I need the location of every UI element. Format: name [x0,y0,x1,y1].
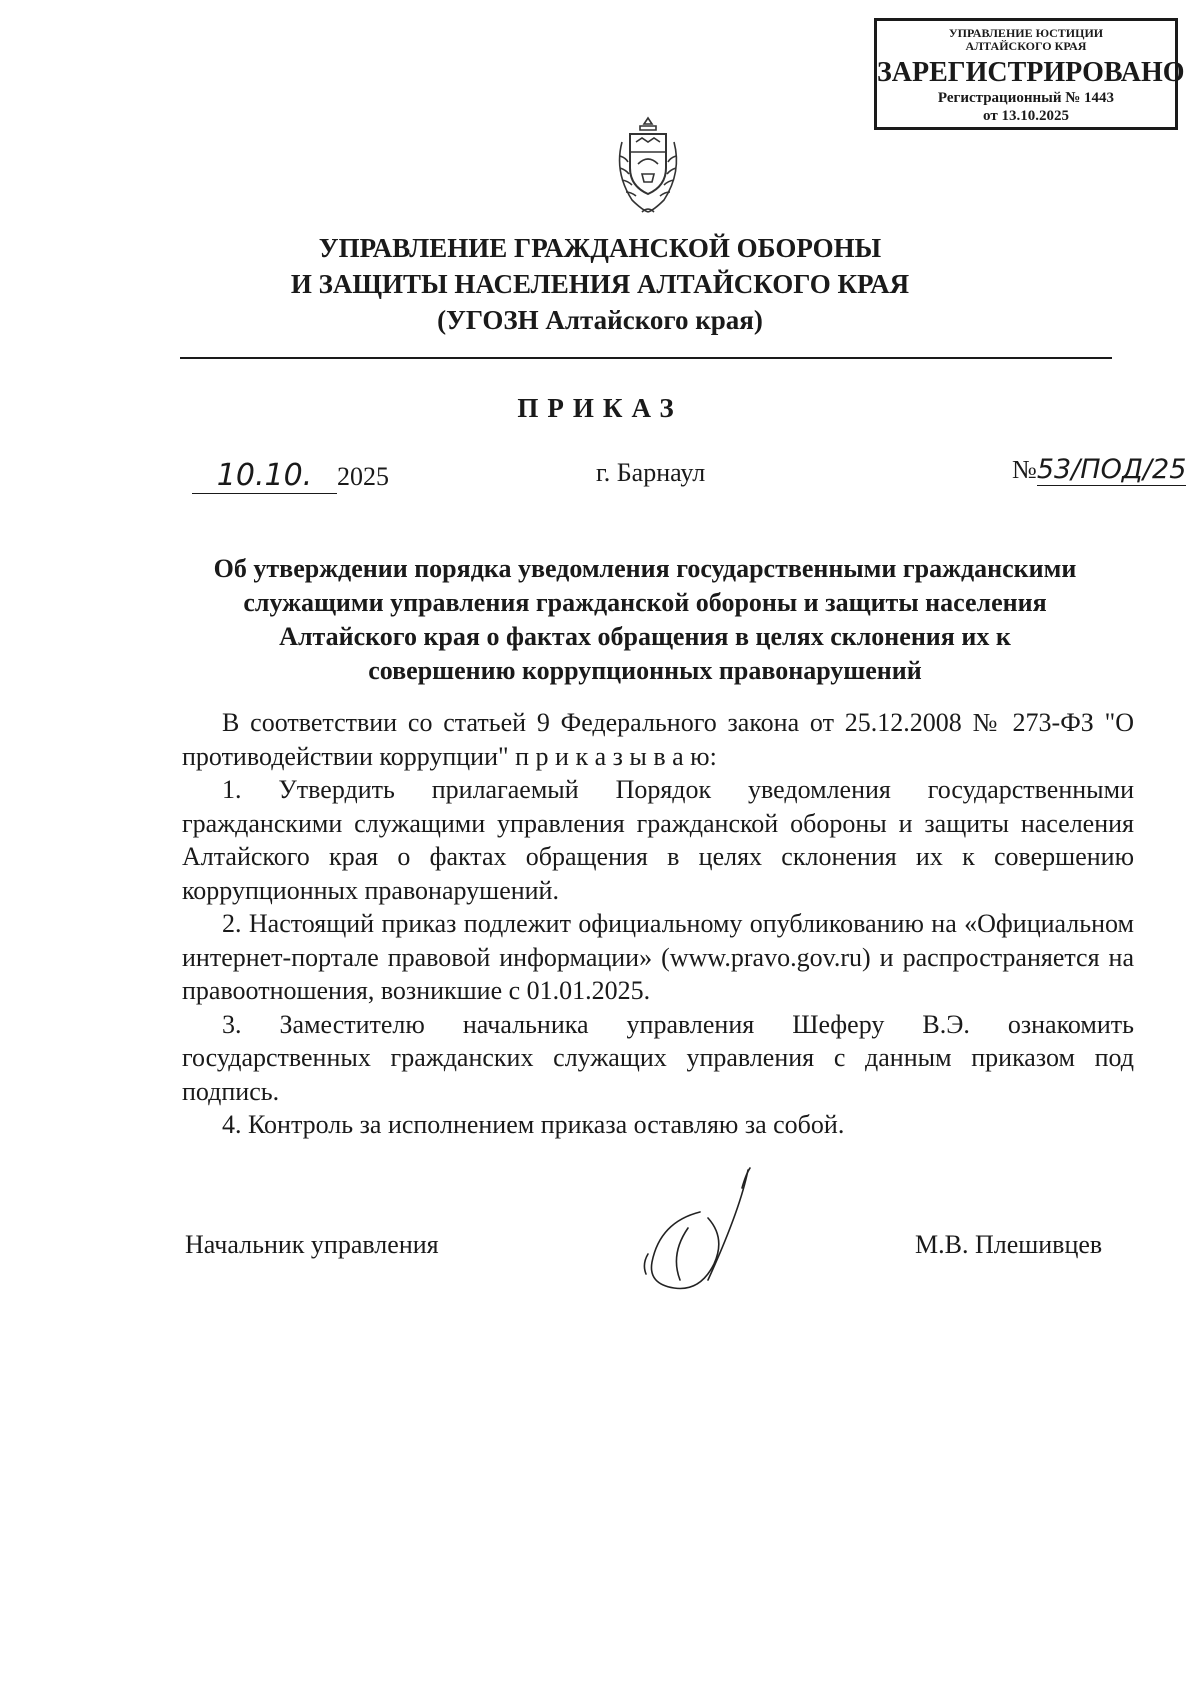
organization-header [0,230,1200,338]
order-date [192,458,389,494]
signatory-title: Начальник управления [185,1230,439,1259]
stamp-reg-number: Регистрационный № 1443 [937,90,1115,106]
signatory-name: М.В. Плешивцев [915,1230,1103,1259]
document-type: ПРИКАЗ [517,393,683,423]
order-body [182,706,1134,1142]
subject-line3: Алтайского края о фактах обращения в целях склонения их к [279,622,1011,651]
subject-line1: Об утверждении порядка уведомления государственными гражданскими [213,554,1077,583]
stamp-region: АЛТАЙСКОГО КРАЯ [965,39,1087,53]
body-item-3: 3. Заместителю начальника управления Шеферу В.Э. ознакомить государственных гражданских служащих управления с данным приказом под подпись. [182,1009,1134,1106]
order-number-sign: № [1012,455,1037,484]
subject-line2: служащими управления гражданской обороны и защиты населения [243,588,1047,617]
stamp-reg-date: от 13.10.2025 [983,108,1069,124]
stamp-status: ЗАРЕГИСТРИРОВАНО [877,57,1185,88]
registration-stamp [874,18,1185,130]
order-number [1012,454,1186,486]
header-divider [180,357,1112,359]
altai-krai-coat-of-arms-icon [608,112,688,220]
order-city: г. Барнаул [596,458,706,487]
order-number-handwritten: 53/ПОД/25 [1036,454,1187,485]
order-subject [150,552,1140,688]
order-year: 2025 [337,462,389,491]
order-date-handwritten: 10.10. [192,458,337,494]
body-item-1: 1. Утвердить прилагаемый Порядок уведомления государственными гражданскими служащими управления гражданской обороны и защиты населения Алтайского края о фактах обращения в целях склонения их к совершению коррупционных правонарушений. [182,775,1134,905]
handwritten-signature-icon [630,1166,780,1296]
body-item-2: 2. Настоящий приказ подлежит официальному опубликованию на «Официальном интернет-портале правовой информации» (www.pravo.gov.ru) и распространяется на правоотношения, возникшие с 01.01.2025. [182,909,1134,1005]
body-item-4: 4. Контроль за исполнением приказа оставляю за собой. [222,1110,845,1139]
body-preamble: В соответствии со статьей 9 Федерального закона от 25.12.2008 № 273-ФЗ "О противодействии коррупции" п р и к а з ы в а ю: [182,708,1134,771]
org-short-name: (УГОЗН Алтайского края) [437,305,763,335]
org-name-line2: И ЗАЩИТЫ НАСЕЛЕНИЯ АЛТАЙСКОГО КРАЯ [290,269,910,299]
org-name-line1: УПРАВЛЕНИЕ ГРАЖДАНСКОЙ ОБОРОНЫ [318,233,882,263]
stamp-authority: УПРАВЛЕНИЕ ЮСТИЦИИ [948,26,1104,40]
subject-line4: совершению коррупционных правонарушений [368,656,922,685]
